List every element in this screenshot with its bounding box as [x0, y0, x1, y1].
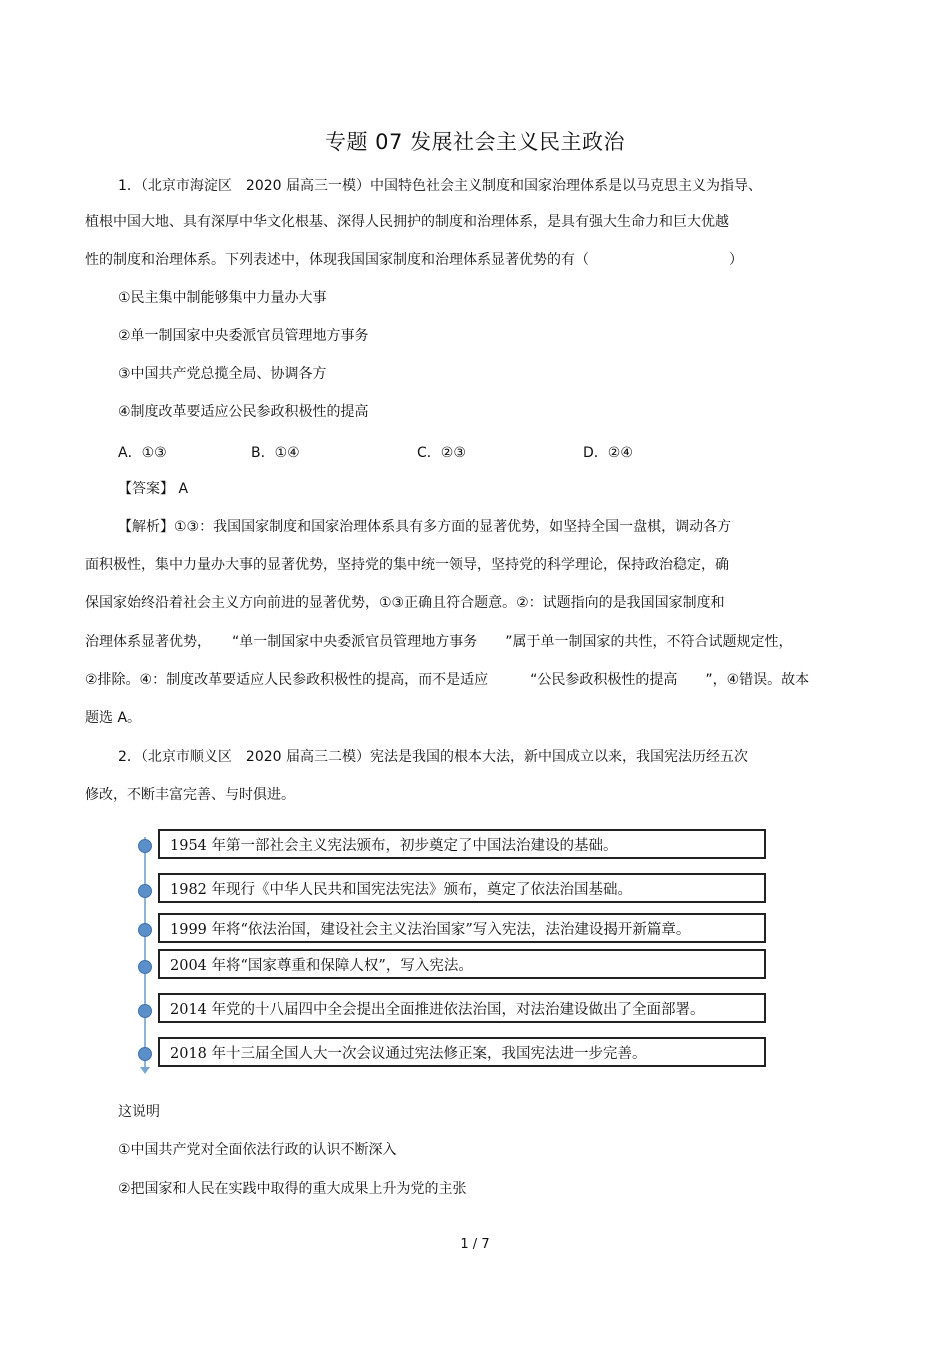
q1-analysis-5: ②排除。④：制度改革要适应人民参政积极性的提高，而不是适应 “公民参政积极性的提高 ”，④错误。故本 — [85, 672, 810, 688]
q1-analysis-3: 保国家始终沿着社会主义方向前进的显著优势，①③正确且符合题意。②：试题指向的是我国国家制度和 — [85, 595, 725, 611]
timeline-dot — [138, 960, 152, 974]
q1-item-3: ③中国共产党总揽全局、协调各方 — [118, 366, 327, 382]
q2-after-text: 这说明 — [118, 1104, 160, 1120]
q2-line-1: 2．（北京市顺义区 2020 届高三二模）宪法是我国的根本大法，新中国成立以来，我国宪法历经五次 — [118, 749, 748, 765]
timeline-dot — [138, 1047, 152, 1061]
q1-analysis-1: 【解析】①③：我国国家制度和国家治理体系具有多方面的显著优势，如坚持全国一盘棋，调动各方 — [118, 519, 732, 535]
q1-option-b: B．①④ — [251, 445, 300, 461]
q2-item-1: ①中国共产党对全面依法行政的认识不断深入 — [118, 1142, 397, 1158]
q1-analysis-4: 治理体系显著优势， “单一制国家中央委派官员管理地方事务 ”属于单一制国家的共性，不符合试题规定性， — [85, 634, 793, 650]
timeline-entry-2018: 2018 年十三届全国人大一次会议通过宪法修正案，我国宪法进一步完善。 — [158, 1037, 766, 1067]
q1-answer: 【答案】 A — [118, 481, 189, 497]
constitution-timeline — [118, 817, 780, 1087]
q1-option-c: C．②③ — [417, 445, 466, 461]
q1-analysis-6: 题选 A。 — [85, 710, 142, 726]
timeline-axis — [144, 837, 146, 1069]
q1-option-a: A．①③ — [118, 445, 167, 461]
q2-line-2: 修改，不断丰富完善、与时俱进。 — [85, 787, 295, 803]
q1-option-d: D．②④ — [583, 445, 633, 461]
q2-item-2: ②把国家和人民在实践中取得的重大成果上升为党的主张 — [118, 1181, 467, 1197]
timeline-entry-1982: 1982 年现行《中华人民共和国宪法宪法》颁布，奠定了依法治国基础。 — [158, 873, 766, 903]
q1-item-2: ②单一制国家中央委派官员管理地方事务 — [118, 328, 369, 344]
timeline-dot — [138, 1004, 152, 1018]
timeline-entry-2014: 2014 年党的十八届四中全会提出全面推进依法治国，对法治建设做出了全面部署。 — [158, 993, 766, 1023]
page-title: 专题 07 发展社会主义民主政治 — [324, 130, 626, 154]
q1-line-3: 性的制度和治理体系。下列表述中，体现我国国家制度和治理体系显著优势的有（ ） — [85, 252, 743, 268]
timeline-arrow-icon — [140, 1067, 150, 1074]
q1-item-4: ④制度改革要适应公民参政积极性的提高 — [118, 404, 369, 420]
timeline-entry-2004: 2004 年将“国家尊重和保障人权”，写入宪法。 — [158, 949, 766, 979]
timeline-entry-1999: 1999 年将“依法治国，建设社会主义法治国家”写入宪法，法治建设揭开新篇章。 — [158, 913, 766, 943]
q1-line-1: 1．（北京市海淀区 2020 届高三一模）中国特色社会主义制度和国家治理体系是以马克思主义为指导、 — [118, 178, 762, 194]
timeline-dot — [138, 923, 152, 937]
timeline-dot — [138, 839, 152, 853]
q1-item-1: ①民主集中制能够集中力量办大事 — [118, 290, 327, 306]
timeline-dot — [138, 884, 152, 898]
page-number: 1 / 7 — [460, 1237, 490, 1252]
q1-line-2: 植根中国大地、具有深厚中华文化根基、深得人民拥护的制度和治理体系，是具有强大生命力和巨大优越 — [85, 214, 729, 230]
q1-analysis-2: 面积极性，集中力量办大事的显著优势，坚持党的集中统一领导，坚持党的科学理论，保持政治稳定，确 — [85, 557, 729, 573]
timeline-entry-1954: 1954 年第一部社会主义宪法颁布，初步奠定了中国法治建设的基础。 — [158, 829, 766, 859]
